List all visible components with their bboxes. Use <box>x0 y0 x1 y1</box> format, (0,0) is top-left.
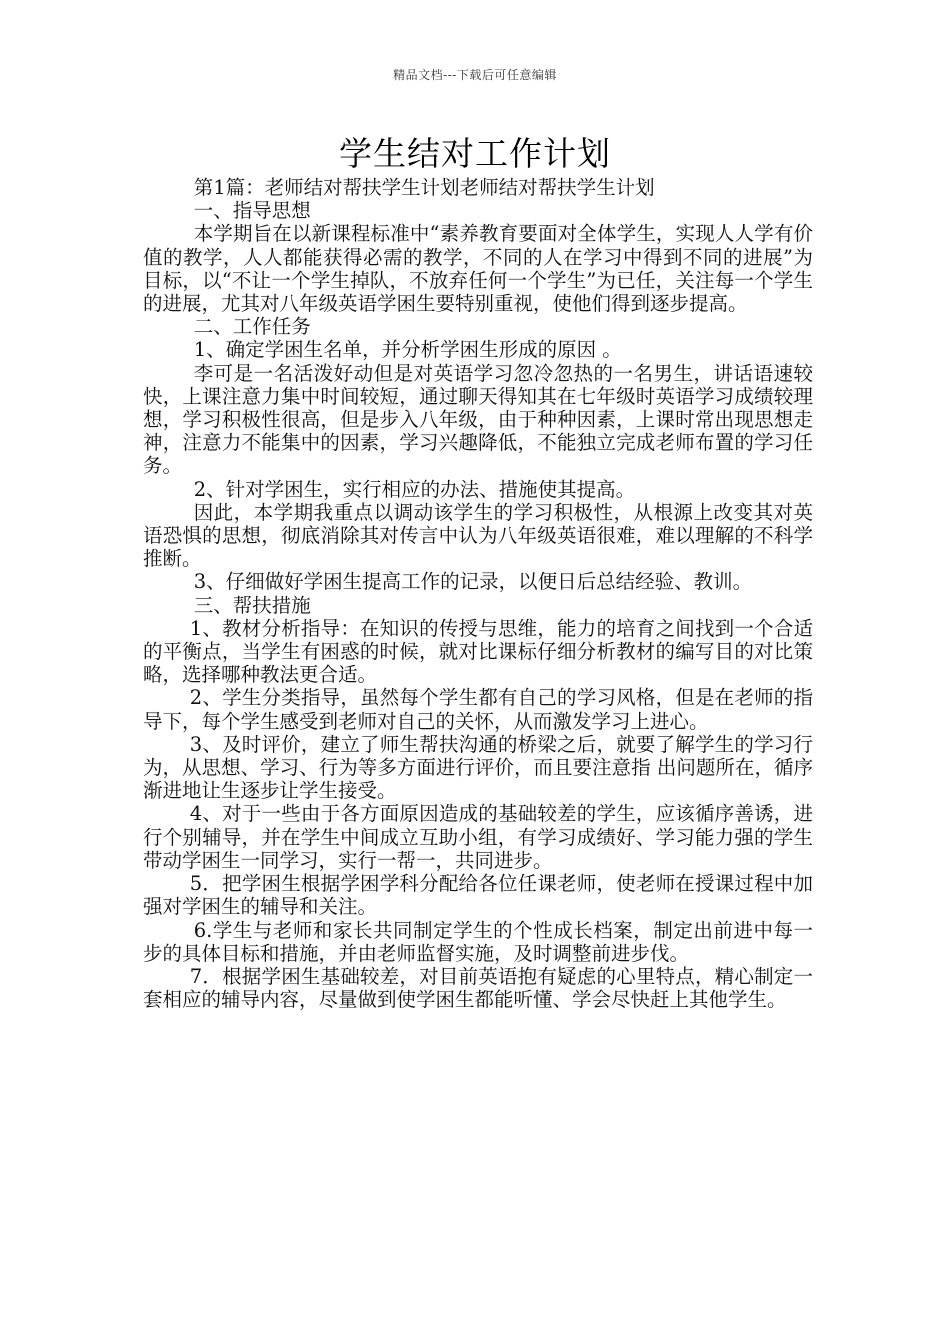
header-note: 精品文档---下载后可任意编辑 <box>393 68 557 82</box>
paragraph-heading-guiding-idea: 一、指导思想 <box>193 199 311 223</box>
paragraph: 2、学生分类指导，虽然每个学生都有自己的学习风格，但是在老师的指导下，每个学生感受到老师对自己的关怀，从而激发学习上进心。 <box>143 686 813 733</box>
paragraph: 4、对于一些由于各方面原因造成的基础较差的学生，应该循序善诱，进行个别辅导，并在学生中间成立互助小组，有学习成绩好、学习能力强的学生带动学困生一同学习，实行一帮一，共同进步。 <box>143 802 813 872</box>
document-title: 学生结对工作计划 <box>339 134 611 173</box>
paragraph-heading-tasks: 二、工作任务 <box>193 315 311 339</box>
paragraph: 7．根据学困生基础较差，对目前英语抱有疑虑的心里特点，精心制定一套相应的辅导内容，尽量做到使学困生都能听懂、学会尽快赶上其他学生。 <box>143 964 813 1012</box>
paragraph: 2、针对学困生，实行相应的办法、措施使其提高。 <box>193 477 636 501</box>
paragraph: 李可是一名活泼好动但是对英语学习忽冷忽热的一名男生，讲话语速较快，上课注意力集中时间较短，通过聊天得知其在七年级时英语学习成绩较理想，学习积极性很高，但是步入八年级，由于种种因素，上课时常出现思想走神，注意力不能集中的因素，学习兴趣降低，不能独立完成老师布置的学习任务。 <box>143 361 813 478</box>
document-body <box>143 176 813 1011</box>
paragraph: 3、及时评价，建立了师生帮扶沟通的桥梁之后，就要了解学生的学习行为，从思想、学习、行为等多方面进行评价，而且要注意指 出问题所在，循序渐进地让生逐步让学生接受。 <box>143 732 813 803</box>
paragraph: 6.学生与老师和家长共同制定学生的个性成长档案，制定出前进中每一步的具体目标和措施，并由老师监督实施，及时调整前进步伐。 <box>143 918 813 965</box>
paragraph: 本学期旨在以新课程标准中“素养教育要面对全体学生，实现人人学有价值的教学，人人都能获得必需的教学，不同的人在学习中得到不同的进展”为目标，以“不让一个学生掉队，不放弃任何一个学生”为已任，关注每一个学生的进展，尤其对八年级英语学困生要特别重视，使他们得到逐步提高。 <box>143 222 813 316</box>
paragraph: 1、确定学困生名单，并分析学困生形成的原因 。 <box>193 338 622 362</box>
paragraph-heading-measures: 三、帮扶措施 <box>193 593 311 617</box>
paragraph: 1、教材分析指导：在知识的传授与思维，能力的培育之间找到一个合适的平衡点，当学生有困惑的时候，就对比课标仔细分析教材的编写目的对比策略，选择哪种教法更合适。 <box>143 616 813 687</box>
paragraph: 5．把学困生根据学困学科分配给各位任课老师，使老师在授课过程中加强对学困生的辅导和关注。 <box>143 872 813 919</box>
paragraph-subtitle: 第1篇：老师结对帮扶学生计划老师结对帮扶学生计划 <box>193 176 655 199</box>
paragraph: 因此，本学期我重点以调动该学生的学习积极性，从根源上改变其对英语恐惧的思想，彻底消除其对传言中认为八年级英语很难，难以理解的不科学推断。 <box>143 500 813 571</box>
paragraph: 3、仔细做好学困生提高工作的记录，以便日后总结经验、教训。 <box>193 570 753 594</box>
